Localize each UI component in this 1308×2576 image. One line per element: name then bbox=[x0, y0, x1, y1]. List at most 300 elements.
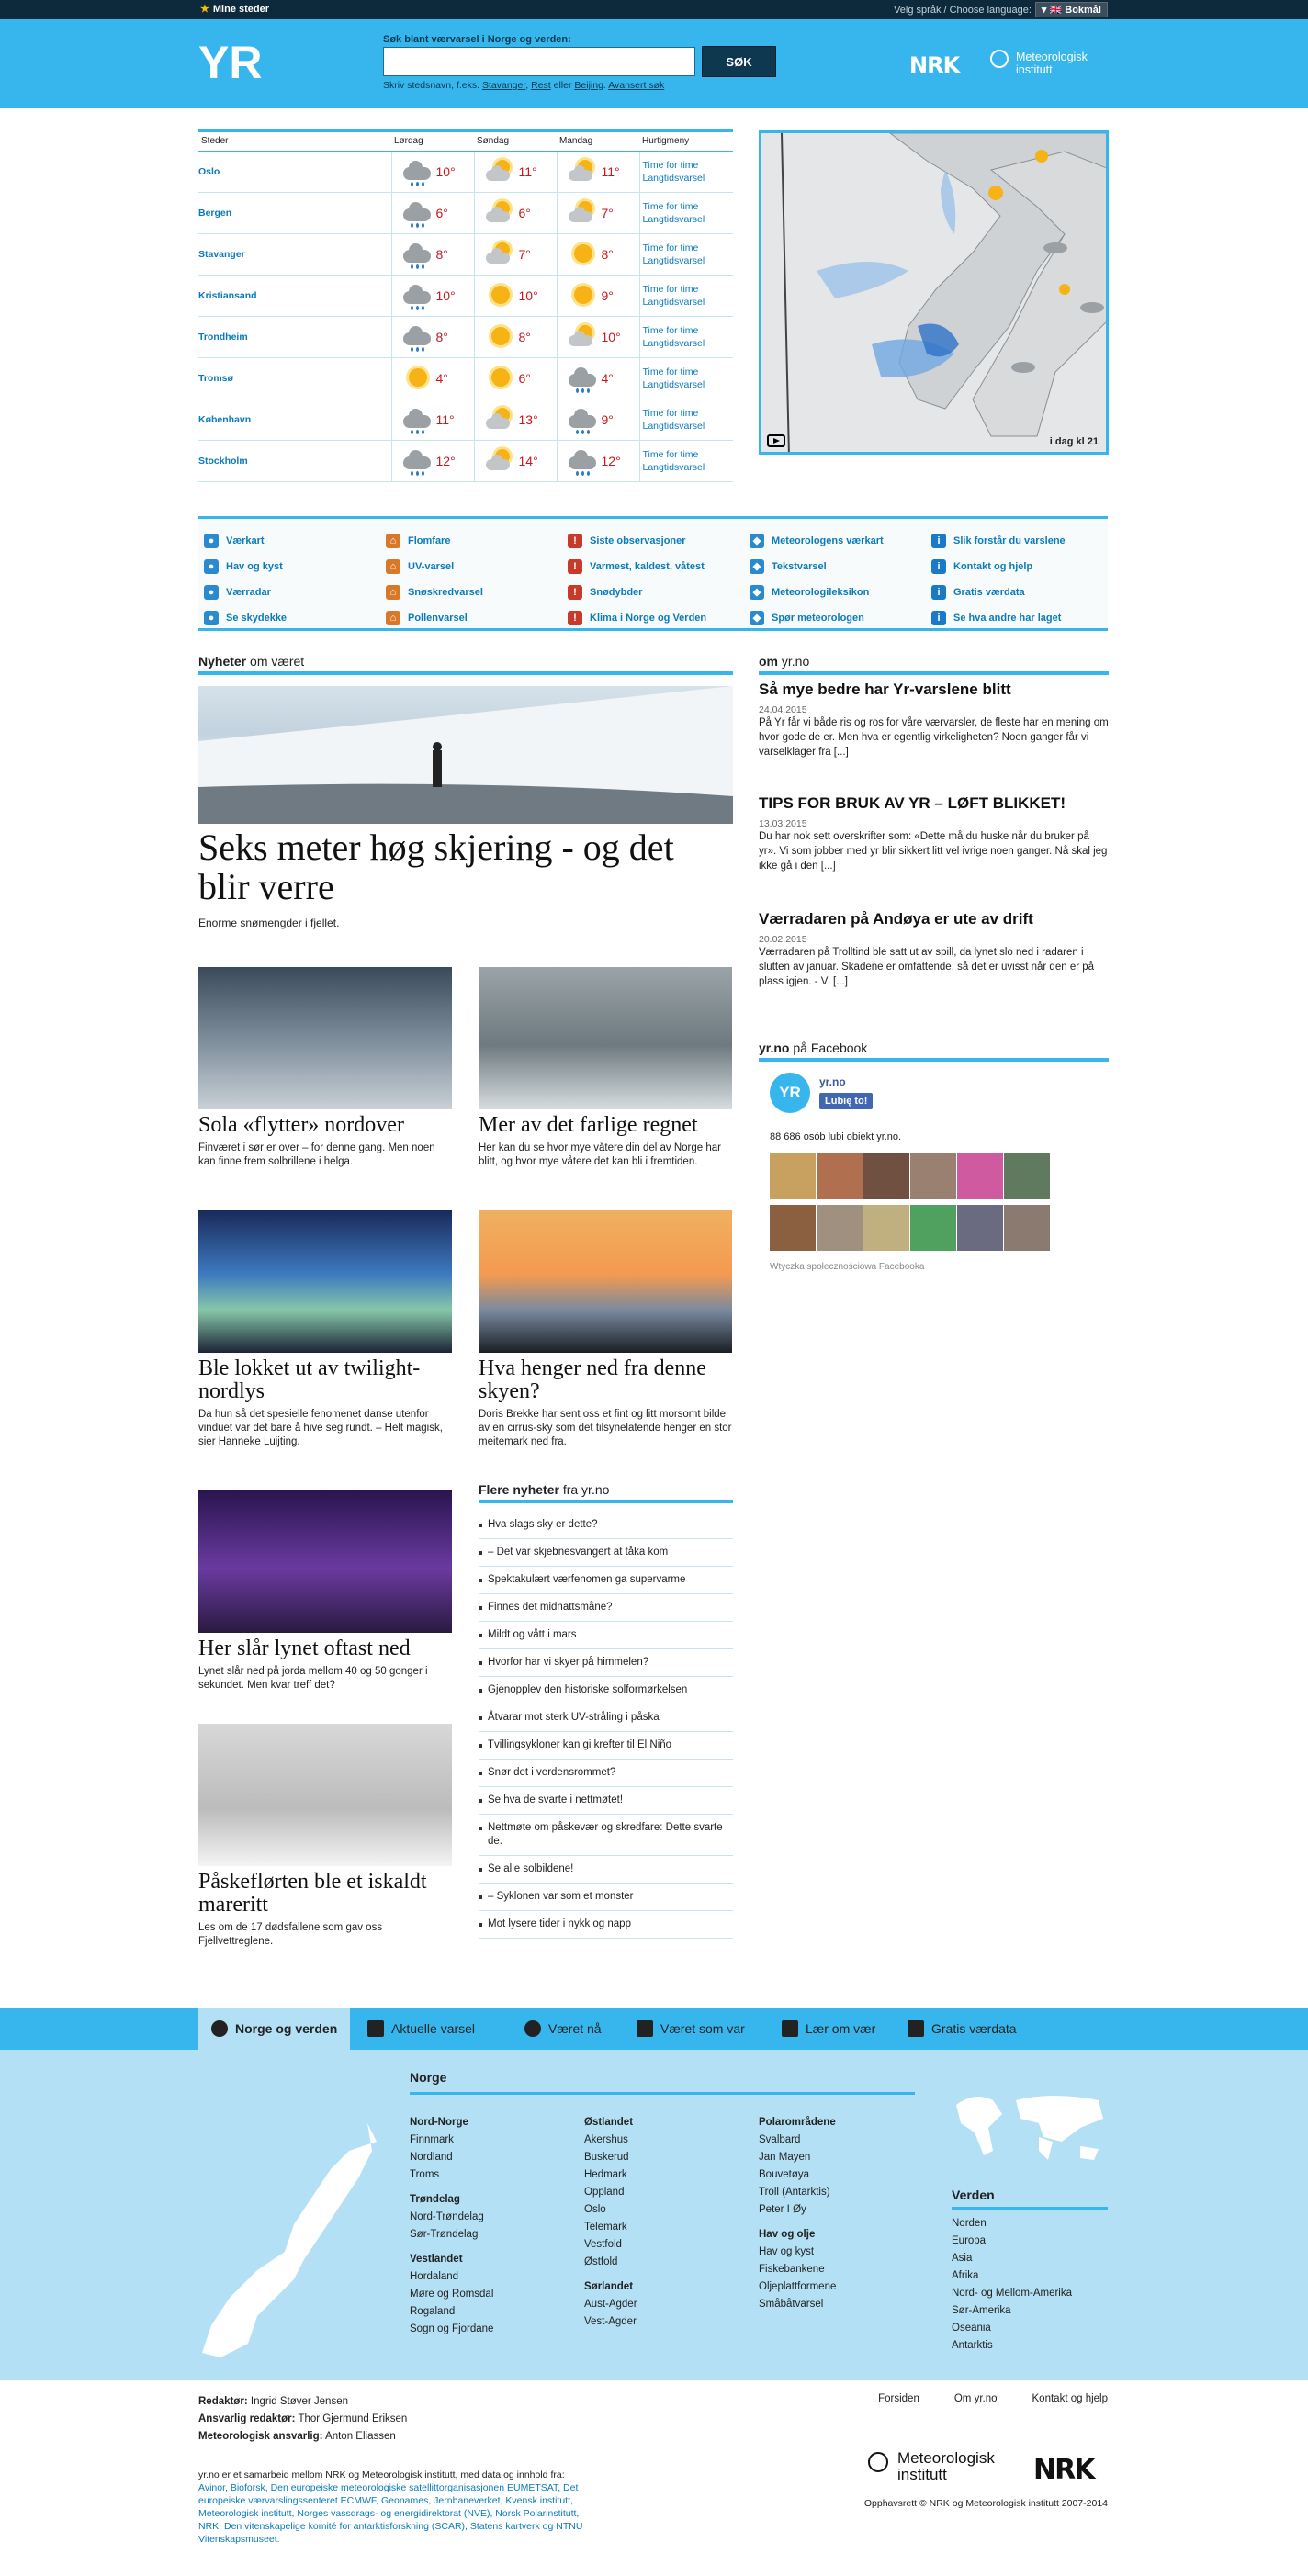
fb-page-name[interactable]: yr.no bbox=[819, 1075, 846, 1088]
quick-link-label: Spør meteorologen bbox=[772, 613, 864, 624]
forecast-day-cell bbox=[557, 317, 639, 358]
forecast-header-1: Lørdag bbox=[391, 131, 474, 152]
met-ring-icon bbox=[990, 50, 1009, 68]
time-for-time-link[interactable]: Time for time bbox=[642, 201, 699, 212]
quick-link[interactable] bbox=[204, 579, 388, 605]
credit-name: Thor Gjermund Eriksen bbox=[298, 2413, 408, 2424]
met-logo-line1: Meteorologisk bbox=[1016, 51, 1088, 63]
news-card[interactable] bbox=[479, 967, 732, 1169]
om-article-date: 13.03.2015 bbox=[759, 818, 807, 829]
sun-icon bbox=[486, 325, 513, 349]
main-news-subtitle: Enorme snømengder i fjellet. bbox=[198, 917, 340, 929]
time-for-time-link[interactable]: Time for time bbox=[642, 160, 699, 172]
language-dropdown[interactable]: ▾ 🇬🇧 Bokmål bbox=[1035, 2, 1108, 17]
verden-link[interactable]: Asia bbox=[952, 2253, 973, 2264]
more-news-item[interactable]: – Det var skjebnesvangert at tåka kom bbox=[479, 1539, 733, 1567]
news-card-image[interactable] bbox=[198, 967, 452, 1109]
hint-link-stavanger[interactable]: Stavanger bbox=[481, 80, 526, 91]
long-term-link[interactable]: Langtidsvarsel bbox=[642, 297, 705, 308]
site-bottom bbox=[0, 2380, 1308, 2576]
footer-region-link[interactable]: Fiskebankene bbox=[759, 2264, 825, 2275]
quick-link-icon: ● bbox=[204, 534, 219, 548]
om-article-title[interactable]: Så mye bedre har Yr-varslene blitt bbox=[759, 681, 1011, 698]
news-heading-bold: Nyheter bbox=[198, 654, 247, 669]
footer-region-link[interactable]: Nord-Trøndelag bbox=[410, 2211, 484, 2222]
more-news-item[interactable]: Nettmøte om påskevær og skredfare: Dette svarte de. bbox=[479, 1815, 733, 1856]
long-term-link[interactable]: Langtidsvarsel bbox=[642, 255, 705, 266]
fb-fan-avatar[interactable] bbox=[770, 1153, 816, 1199]
hint-or: eller bbox=[553, 80, 572, 91]
verden-link[interactable]: Afrika bbox=[952, 2270, 979, 2281]
about-prefix: yr.no er et samarbeid mellom NRK og Meteorologisk institutt, med data og innhold fra: bbox=[198, 2469, 565, 2480]
footer-region-column bbox=[584, 2114, 750, 2331]
verden-link[interactable]: Antarktis bbox=[952, 2340, 993, 2351]
bottom-link[interactable]: Forsiden bbox=[878, 2393, 919, 2404]
verden-link[interactable]: Europa bbox=[952, 2235, 987, 2246]
credits bbox=[198, 2393, 407, 2446]
footer-region-link[interactable]: Nordland bbox=[410, 2152, 453, 2163]
footer-region-link[interactable]: Sør-Trøndelag bbox=[410, 2229, 479, 2240]
bottom-link[interactable]: Om yr.no bbox=[953, 2393, 998, 2404]
footer-region-link[interactable]: Østfold bbox=[584, 2256, 618, 2267]
quick-links-column bbox=[568, 528, 751, 631]
search-button[interactable]: SØK bbox=[702, 46, 776, 77]
quick-link-icon: ⌂ bbox=[386, 559, 400, 574]
forecast-day-cell bbox=[557, 193, 639, 234]
forecast-quick-menu bbox=[639, 399, 733, 441]
partly-cloudy-icon bbox=[486, 160, 513, 184]
quick-link[interactable] bbox=[750, 605, 933, 631]
fb-fan-avatar[interactable] bbox=[863, 1153, 909, 1199]
fb-heading-bold: yr.no bbox=[759, 1041, 790, 1055]
more-news-item[interactable]: Se alle solbildene! bbox=[479, 1856, 733, 1884]
forecast-row bbox=[198, 234, 733, 276]
credit-line bbox=[198, 2393, 407, 2411]
yr-logo-text: YR bbox=[198, 39, 263, 84]
quick-links-column bbox=[204, 528, 388, 631]
om-article-text: Du har nok sett overskrifter som: «Dette må du huske når du bruker på yr». Vi som jobber med yr blir sikkert litt vel ivrige noen ganger. Nå skal jeg ikke gå i den [...] bbox=[759, 831, 1108, 872]
footer-region-link[interactable]: Småbåtvarsel bbox=[759, 2299, 824, 2310]
forecast-day-cell bbox=[474, 317, 557, 358]
forecast-place-link[interactable]: Bergen bbox=[198, 193, 391, 234]
footer-region-link[interactable]: Oljeplattformene bbox=[759, 2281, 837, 2292]
quick-link-icon: ! bbox=[568, 611, 582, 625]
forecast-day-cell bbox=[474, 399, 557, 441]
about-partner-links[interactable]: Avinor, Bioforsk, Den europeiske meteorologiske satellittorganisasjonen EUMETSAT, Det europeiske værvarslingssenteret ECMWF, Geonames, Jernbaneverket, Kvensk institutt, Meteorologisk institutt, Norges vassdrags- og energidirektorat (NVE), Norsk Polarinstitutt, NRK, Den vitenskapelige komité for antarktisforskning (SCAR), Statens kartverk og NTNU Vitenskapsmuseet. bbox=[198, 2482, 583, 2545]
quick-link-icon: i bbox=[931, 611, 946, 625]
footer-region-link[interactable]: Aust-Agder bbox=[584, 2299, 637, 2310]
news-card-image[interactable] bbox=[198, 1490, 452, 1633]
footer-tab-label: Lær om vær bbox=[806, 2021, 876, 2036]
fb-like-count: 88 686 osób lubi obiekt yr.no. bbox=[770, 1131, 902, 1142]
forecast-place-link[interactable]: Oslo bbox=[198, 152, 391, 193]
bottom-link[interactable]: Kontakt og hjelp bbox=[1032, 2393, 1108, 2404]
verden-link[interactable]: Oseania bbox=[952, 2323, 991, 2334]
forecast-temperature: 6° bbox=[518, 371, 531, 386]
verden-heading: Verden bbox=[952, 2188, 1108, 2210]
footer-tab[interactable] bbox=[198, 2008, 350, 2050]
quick-link[interactable] bbox=[750, 554, 933, 579]
quick-link[interactable] bbox=[204, 605, 388, 631]
quick-link[interactable] bbox=[386, 579, 569, 605]
footer-region-link[interactable]: Vest-Agder bbox=[584, 2316, 637, 2327]
fb-fan-avatar[interactable] bbox=[957, 1153, 1003, 1199]
rain-cloud-icon bbox=[403, 201, 431, 225]
quick-link-icon: ◆ bbox=[750, 585, 764, 600]
quick-link-icon: i bbox=[931, 559, 946, 574]
footer-region-link[interactable]: Buskerud bbox=[584, 2152, 629, 2163]
search-label: Søk blant værvarsel i Norge og verden: bbox=[383, 34, 571, 45]
more-news-item[interactable]: Mot lysere tider i nykk og napp bbox=[479, 1911, 733, 1939]
forecast-day-cell bbox=[557, 358, 639, 399]
more-news-item[interactable]: Finnes det midnattsmåne? bbox=[479, 1594, 733, 1622]
quick-link[interactable] bbox=[386, 605, 569, 631]
quick-link-label: Se skydekke bbox=[226, 613, 288, 624]
verden-link[interactable]: Sør-Amerika bbox=[952, 2305, 1011, 2316]
footer-region-heading[interactable]: Trøndelag bbox=[410, 2194, 460, 2205]
news-card-text: Doris Brekke har sent oss et fint og litt morsomt bilde av en cirrus-sky som det tilsynelatende henger en stor meitemark ned fra. bbox=[479, 1409, 732, 1447]
news-card-title[interactable]: Påskeflørten ble et iskaldt mareritt bbox=[198, 1870, 427, 1917]
credit-line bbox=[198, 2428, 407, 2446]
news-card-image[interactable] bbox=[479, 967, 732, 1109]
quick-link-icon: ● bbox=[204, 559, 219, 574]
more-news-item[interactable]: Gjenopplev den historiske solformørkelsen bbox=[479, 1677, 733, 1704]
om-yr-article bbox=[759, 793, 1109, 873]
footer-tab[interactable] bbox=[367, 2008, 475, 2050]
forecast-place-link[interactable]: Trondheim bbox=[198, 317, 391, 358]
quick-link[interactable] bbox=[931, 579, 1115, 605]
forecast-row bbox=[198, 193, 733, 234]
forecast-day-cell bbox=[474, 276, 557, 317]
long-term-link[interactable]: Langtidsvarsel bbox=[642, 421, 705, 432]
time-for-time-link[interactable]: Time for time bbox=[642, 408, 699, 419]
footer-region-heading[interactable]: Sørlandet bbox=[584, 2281, 634, 2292]
om-article-title[interactable]: TIPS FOR BRUK AV YR – LØFT BLIKKET! bbox=[759, 794, 1066, 812]
forecast-day-cell bbox=[391, 399, 474, 441]
fb-fan-avatar[interactable] bbox=[863, 1205, 909, 1251]
quick-link-label: Klima i Norge og Verden bbox=[590, 613, 707, 624]
bottom-links bbox=[843, 2393, 1108, 2404]
long-term-link[interactable]: Langtidsvarsel bbox=[642, 338, 705, 349]
long-term-link[interactable]: Langtidsvarsel bbox=[642, 462, 705, 473]
facebook-heading bbox=[759, 1041, 1109, 1062]
footer-region-link[interactable]: Peter I Øy bbox=[759, 2204, 806, 2215]
forecast-temperature: 11° bbox=[518, 164, 537, 180]
forecast-temperature: 10° bbox=[435, 288, 456, 303]
forecast-day-cell bbox=[474, 358, 557, 399]
quick-link-label: Tekstvarsel bbox=[772, 561, 827, 572]
quick-link[interactable] bbox=[204, 554, 388, 579]
quick-link-label: Pollenvarsel bbox=[408, 613, 468, 624]
more-heading-bold: Flere nyheter bbox=[479, 1482, 559, 1497]
forecast-quick-menu bbox=[639, 152, 733, 193]
quick-link-icon: ⌂ bbox=[386, 585, 400, 600]
forecast-temperature: 9° bbox=[601, 412, 614, 427]
time-for-time-link[interactable]: Time for time bbox=[642, 325, 699, 336]
hint-link-beijing[interactable]: Beijing bbox=[574, 80, 603, 91]
footer-tab-label: Været nå bbox=[548, 2021, 602, 2036]
fb-fan-avatar[interactable] bbox=[817, 1153, 863, 1199]
footer-region-link[interactable]: Svalbard bbox=[759, 2134, 801, 2145]
footer-region-link[interactable]: Møre og Romsdal bbox=[410, 2289, 494, 2300]
forecast-temperature: 4° bbox=[435, 371, 448, 386]
more-news-item[interactable]: Mildt og vått i mars bbox=[479, 1622, 733, 1649]
search-input[interactable] bbox=[383, 47, 695, 76]
news-card-title[interactable]: Mer av det farlige regnet bbox=[479, 1113, 698, 1137]
news-card-title[interactable]: Her slår lynet oftast ned bbox=[198, 1637, 411, 1660]
forecast-temperature: 10° bbox=[435, 164, 456, 180]
fb-fan-avatar[interactable] bbox=[910, 1153, 956, 1199]
om-heading-bold: om bbox=[759, 654, 778, 669]
forecast-day-cell bbox=[474, 152, 557, 193]
quick-link-icon: ! bbox=[568, 559, 582, 574]
more-news-item[interactable]: Spektakulært værfenomen ga supervarme bbox=[479, 1567, 733, 1594]
long-term-link[interactable]: Langtidsvarsel bbox=[642, 173, 705, 185]
fb-plugin-label: Wtyczka społecznościowa Facebooka bbox=[770, 1262, 925, 1272]
play-animation-icon[interactable] bbox=[767, 434, 785, 447]
footer-region-link[interactable]: Finnmark bbox=[410, 2134, 454, 2145]
search-hint: Skriv stedsnavn, f.eks. Stavanger, Rest eller Beijing. Avansert søk bbox=[383, 80, 665, 91]
quick-link[interactable] bbox=[568, 605, 751, 631]
about-text bbox=[198, 2469, 584, 2546]
forecast-day-cell bbox=[474, 441, 557, 482]
main-news-title[interactable]: Seks meter høg skjering - og det blir verre bbox=[198, 827, 674, 907]
forecast-day-cell bbox=[474, 234, 557, 276]
footer-region-heading[interactable]: Østlandet bbox=[584, 2117, 634, 2128]
nrk-logo-footer[interactable]: NRK bbox=[1033, 2454, 1094, 2486]
forecast-day-cell bbox=[557, 399, 639, 441]
footer-region-link[interactable]: Rogaland bbox=[410, 2306, 456, 2317]
nrk-logo[interactable]: NRK bbox=[909, 52, 960, 78]
quick-link[interactable] bbox=[750, 528, 933, 554]
forecast-temperature: 8° bbox=[435, 247, 448, 262]
forecast-place-link[interactable]: Stockholm bbox=[198, 441, 391, 482]
quick-link[interactable] bbox=[568, 579, 751, 605]
forecast-place-link[interactable]: Kristiansand bbox=[198, 276, 391, 317]
footer-region-heading[interactable]: Vestlandet bbox=[410, 2254, 463, 2265]
quick-link-icon: i bbox=[931, 534, 946, 548]
quick-link[interactable] bbox=[386, 528, 569, 554]
footer-tab[interactable] bbox=[524, 2008, 602, 2050]
quick-links bbox=[198, 516, 1108, 631]
forecast-table bbox=[198, 129, 733, 482]
facebook-widget bbox=[759, 1067, 1109, 1278]
quick-link-icon: ◆ bbox=[750, 559, 764, 574]
hint-link-rest[interactable]: Rest bbox=[531, 80, 551, 91]
sun-icon bbox=[569, 242, 596, 266]
more-heading-rest: fra yr.no bbox=[558, 1482, 610, 1497]
sun-icon bbox=[486, 366, 513, 390]
quick-link-label: Meteorologileksikon bbox=[772, 587, 870, 598]
credit-role: Redaktør: bbox=[198, 2396, 248, 2407]
forecast-place-link[interactable]: København bbox=[198, 399, 391, 441]
quick-link[interactable] bbox=[386, 554, 569, 579]
news-card[interactable] bbox=[198, 1724, 452, 1949]
more-news-item[interactable]: Hvorfor har vi skyer på himmelen? bbox=[479, 1649, 733, 1677]
news-card[interactable] bbox=[479, 1210, 732, 1449]
footer-tab[interactable] bbox=[782, 2008, 875, 2050]
fb-fan-avatar[interactable] bbox=[957, 1205, 1003, 1251]
om-article-title[interactable]: Værradaren på Andøya er ute av drift bbox=[759, 910, 1033, 928]
fb-fan-avatar[interactable] bbox=[817, 1205, 863, 1251]
forecast-day-cell bbox=[391, 317, 474, 358]
chart-icon bbox=[367, 2020, 384, 2037]
norway-map-silhouette bbox=[193, 2123, 377, 2362]
long-term-link[interactable]: Langtidsvarsel bbox=[642, 214, 705, 225]
news-card-image[interactable] bbox=[198, 1724, 452, 1866]
forecast-quick-menu bbox=[639, 276, 733, 317]
fb-like-button[interactable]: Lubię to! bbox=[819, 1093, 873, 1109]
long-term-link[interactable]: Langtidsvarsel bbox=[642, 379, 705, 390]
news-card-title[interactable]: Sola «flytter» nordover bbox=[198, 1113, 404, 1137]
footer-region-link[interactable]: Vestfold bbox=[584, 2239, 622, 2250]
forecast-temperature: 8° bbox=[435, 330, 448, 344]
partly-cloudy-icon bbox=[569, 160, 596, 184]
more-news-item[interactable]: Hva slags sky er dette? bbox=[479, 1512, 733, 1539]
news-card-text: Da hun så det spesielle fenomenet danse utenfor vinduet var det bare å hive seg rundt. – Helt magisk, sier Hanneke Luijting. bbox=[198, 1409, 443, 1447]
news-card-image[interactable] bbox=[479, 1210, 732, 1353]
forecast-day-cell bbox=[391, 193, 474, 234]
news-card[interactable] bbox=[198, 967, 452, 1169]
quick-link-label: Gratis værdata bbox=[953, 587, 1025, 598]
time-for-time-link[interactable]: Time for time bbox=[642, 284, 699, 295]
mine-steder-link[interactable] bbox=[200, 3, 269, 15]
footer-region-link[interactable]: Hedmark bbox=[584, 2169, 627, 2180]
more-news-item[interactable]: Snør det i verdensrommet? bbox=[479, 1760, 733, 1787]
footer-region-link[interactable]: Troms bbox=[410, 2169, 440, 2180]
forecast-place-link[interactable]: Stavanger bbox=[198, 234, 391, 276]
footer-region-column bbox=[759, 2114, 924, 2313]
time-for-time-link[interactable]: Time for time bbox=[642, 242, 699, 253]
rain-cloud-icon bbox=[403, 408, 431, 432]
footer-region-link[interactable]: Hordaland bbox=[410, 2271, 459, 2282]
forecast-day-cell bbox=[391, 441, 474, 482]
quick-link[interactable] bbox=[931, 554, 1115, 579]
forecast-temperature: 6° bbox=[435, 206, 448, 220]
footer-main bbox=[0, 2050, 1308, 2380]
fb-fan-avatar[interactable] bbox=[1004, 1153, 1050, 1199]
footer-region-heading[interactable]: Nord-Norge bbox=[410, 2117, 468, 2128]
more-news-item[interactable]: Se hva de svarte i nettmøtet! bbox=[479, 1787, 733, 1815]
om-article-text: På Yr får vi både ris og ros for våre værvarsler, de fleste har en mening om hvor gode de er. Men hva er egentlig virkeligheten? Noen ganger får vi varselklager fra [...] bbox=[759, 717, 1109, 758]
rain-cloud-icon bbox=[403, 242, 431, 266]
fb-fan-avatar[interactable] bbox=[1004, 1205, 1050, 1251]
quick-link-icon: ● bbox=[204, 611, 219, 625]
more-news-item[interactable]: – Syklonen var som et monster bbox=[479, 1884, 733, 1911]
forecast-temperature: 11° bbox=[601, 164, 620, 180]
forecast-row bbox=[198, 358, 733, 399]
footer-region-link[interactable]: Troll (Antarktis) bbox=[759, 2187, 830, 2198]
forecast-day-cell bbox=[391, 358, 474, 399]
footer-region-link[interactable]: Telemark bbox=[584, 2222, 627, 2233]
quick-link[interactable] bbox=[204, 528, 388, 554]
forecast-header-0: Steder bbox=[198, 131, 391, 152]
footer-region-link[interactable]: Hav og kyst bbox=[759, 2246, 815, 2257]
forecast-day-cell bbox=[557, 234, 639, 276]
verden-link[interactable]: Norden bbox=[952, 2218, 987, 2229]
forecast-place-link[interactable]: Tromsø bbox=[198, 358, 391, 399]
news-card-title[interactable]: Ble lokket ut av twilight-nordlys bbox=[198, 1356, 421, 1403]
more-news-item[interactable]: Tvillingsykloner kan gi krefter til El Niño bbox=[479, 1732, 733, 1760]
credit-role: Ansvarlig redaktør: bbox=[198, 2413, 296, 2424]
language-selector bbox=[894, 2, 1108, 17]
forecast-row bbox=[198, 317, 733, 358]
om-heading-rest: yr.no bbox=[778, 654, 810, 669]
footer-region-heading[interactable]: Polarområdene bbox=[759, 2117, 836, 2128]
footer-region-heading[interactable]: Hav og olje bbox=[759, 2229, 816, 2240]
weather-map[interactable] bbox=[759, 130, 1109, 455]
footer-region-link[interactable]: Oppland bbox=[584, 2187, 625, 2198]
quick-link[interactable] bbox=[750, 579, 933, 605]
forecast-temperature: 12° bbox=[435, 454, 456, 468]
news-card-title[interactable]: Hva henger ned fra denne skyen? bbox=[479, 1356, 706, 1403]
quick-link[interactable] bbox=[931, 605, 1115, 631]
rain-cloud-icon bbox=[569, 408, 596, 432]
hint-prefix: Skriv stedsnavn, f.eks. bbox=[383, 80, 480, 91]
forecast-temperature: 10° bbox=[518, 288, 538, 303]
footer-region-link[interactable]: Oslo bbox=[584, 2204, 606, 2215]
main-news-image[interactable] bbox=[198, 686, 733, 824]
footer-region-link[interactable]: Akershus bbox=[584, 2134, 628, 2145]
news-card-text: Lynet slår ned på jorda mellom 40 og 50 gonger i sekundet. Men kvar treff det? bbox=[198, 1666, 428, 1691]
footer-tab[interactable] bbox=[908, 2008, 1017, 2050]
news-card-text: Her kan du se hvor mye våtere din del av Norge har blitt, og hvor mye våtere det kan bli i fremtiden. bbox=[479, 1142, 721, 1167]
quick-link-label: Snødybder bbox=[590, 587, 643, 598]
footer-tab[interactable] bbox=[637, 2008, 745, 2050]
news-card[interactable] bbox=[198, 1210, 452, 1449]
advanced-search-link[interactable]: Avansert søk bbox=[608, 80, 665, 91]
language-value: Bokmål bbox=[1065, 5, 1101, 16]
forecast-temperature: 7° bbox=[601, 206, 614, 220]
footer-region-link[interactable]: Bouvetøya bbox=[759, 2169, 809, 2180]
partly-cloudy-icon bbox=[486, 201, 513, 225]
top-bar bbox=[0, 0, 1308, 19]
quick-link[interactable] bbox=[568, 554, 751, 579]
yr-logo[interactable] bbox=[198, 39, 272, 84]
news-card[interactable] bbox=[198, 1490, 452, 1693]
fb-fan-avatar[interactable] bbox=[770, 1205, 816, 1251]
fb-page-avatar[interactable]: YR bbox=[770, 1073, 810, 1113]
time-for-time-link[interactable]: Time for time bbox=[642, 366, 699, 377]
footer-region-link[interactable]: Jan Mayen bbox=[759, 2152, 811, 2163]
quick-link-label: Hav og kyst bbox=[226, 561, 283, 572]
met-footer-line1: Meteorologisk bbox=[897, 2449, 995, 2467]
quick-link-icon: ⌂ bbox=[386, 611, 400, 625]
footer-region-link[interactable]: Sogn og Fjordane bbox=[410, 2323, 494, 2334]
met-ring-icon bbox=[868, 2452, 888, 2472]
news-card-image[interactable] bbox=[198, 1210, 452, 1353]
time-for-time-link[interactable]: Time for time bbox=[642, 449, 699, 460]
quick-link[interactable] bbox=[931, 528, 1115, 554]
footer-tab-label: Gratis værdata bbox=[931, 2021, 1017, 2036]
mine-steder-label: Mine steder bbox=[212, 4, 270, 15]
credit-line bbox=[198, 2411, 407, 2428]
forecast-day-cell bbox=[391, 152, 474, 193]
forecast-temperature: 4° bbox=[601, 371, 614, 386]
quick-link-icon: ◆ bbox=[750, 534, 764, 548]
rain-cloud-icon bbox=[569, 449, 596, 473]
cloud-icon bbox=[524, 2020, 541, 2037]
quick-link[interactable] bbox=[568, 528, 751, 554]
rain-cloud-icon bbox=[403, 449, 431, 473]
credit-role: Meteorologisk ansvarlig: bbox=[198, 2431, 323, 2442]
quick-link-icon: ! bbox=[568, 534, 582, 548]
verden-link[interactable]: Nord- og Mellom-Amerika bbox=[952, 2288, 1073, 2299]
forecast-day-cell bbox=[474, 193, 557, 234]
footer-tab-label: Norge og verden bbox=[235, 2021, 338, 2036]
fb-fan-avatar[interactable] bbox=[910, 1205, 956, 1251]
more-news-item[interactable]: Åtvarar mot sterk UV-stråling i påska bbox=[479, 1704, 733, 1732]
